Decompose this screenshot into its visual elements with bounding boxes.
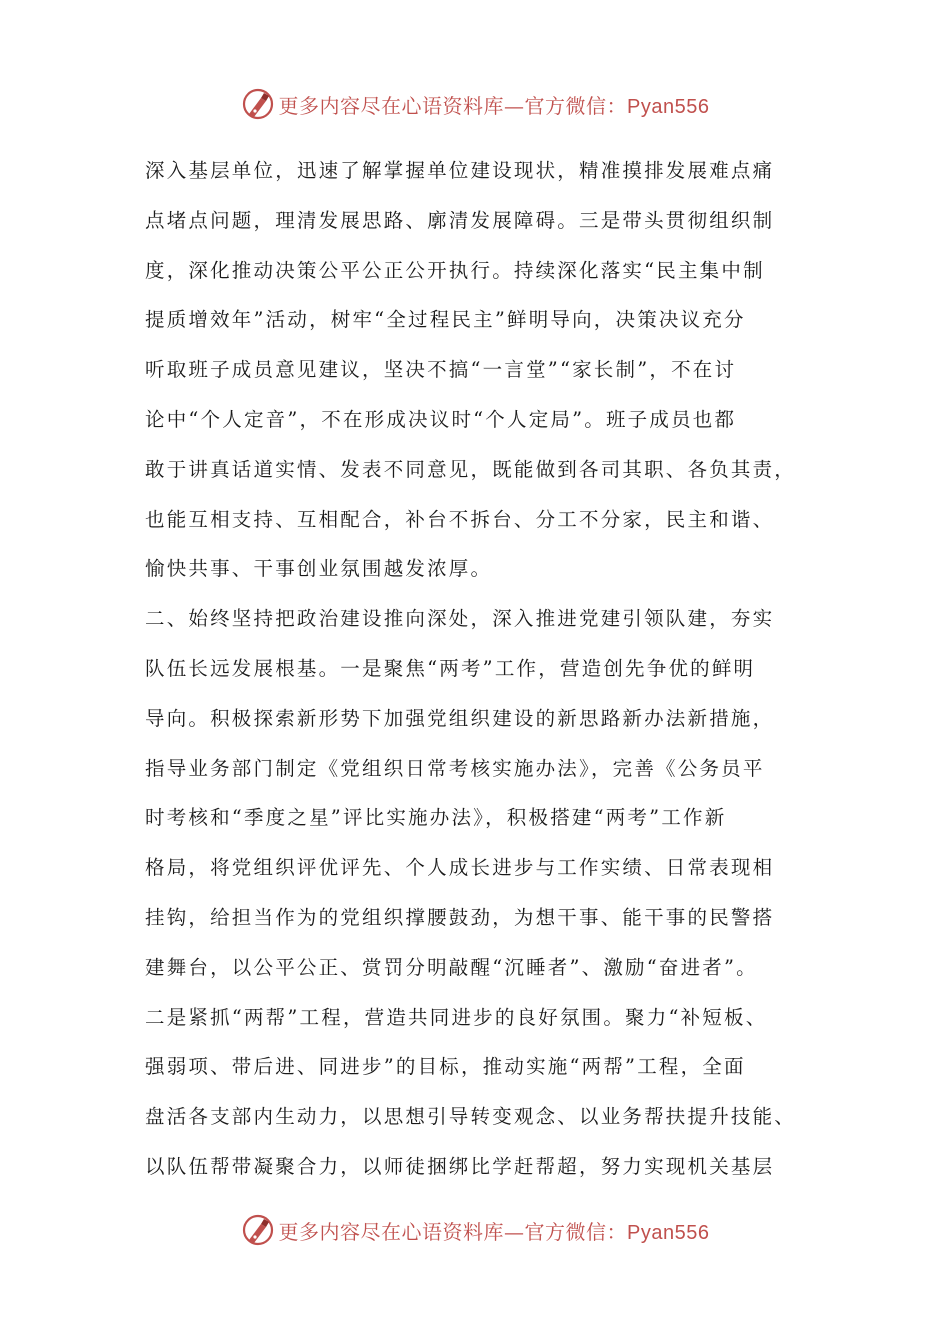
text-line: 二、始终坚持把政治建设推向深处，深入推进党建引领队建，夯实 — [145, 607, 775, 631]
watermark-text: 更多内容尽在心语资料库—官方微信：Pyan556 — [278, 1219, 710, 1244]
text-line: 建舞台，以公平公正、赏罚分明敲醒“沉睡者”、激励“奋进者”。 — [145, 955, 758, 979]
text-line: 指导业务部门制定《党组织日常考核实施办法》，完善《公务员平 — [145, 756, 765, 780]
document-body — [145, 146, 825, 1192]
text-line: 提质增效年”活动，树牢“全过程民主”鲜明导向，决策决议充分 — [145, 308, 746, 332]
text-line: 二是紧抓“两帮”工程，营造共同进步的良好氛围。聚力“补短板、 — [145, 1005, 768, 1029]
pen-nib-logo-icon — [241, 87, 275, 121]
footer-watermark — [0, 1210, 950, 1250]
text-line: 也能互相支持、互相配合，补台不拆台、分工不分家，民主和谐、 — [145, 507, 775, 531]
watermark-text: 更多内容尽在心语资料库—官方微信：Pyan556 — [278, 93, 710, 118]
text-line: 深入基层单位，迅速了解掌握单位建设现状，精准摸排发展难点痛 — [145, 159, 775, 182]
text-line: 听取班子成员意见建议，坚决不搞“一言堂”“家长制”，不在讨 — [145, 358, 737, 382]
text-line: 论中“个人定音”，不在形成决议时“个人定局”。班子成员也都 — [145, 407, 737, 431]
text-line: 度，深化推动决策公平公正公开执行。持续深化落实“民主集中制 — [145, 258, 765, 282]
text-line: 挂钩，给担当作为的党组织撑腰鼓劲，为想干事、能干事的民警搭 — [145, 905, 775, 929]
text-line: 导向。积极探索新形势下加强党组织建设的新思路新办法新措施， — [145, 706, 775, 730]
text-line: 时考核和“季度之星”评比实施办法》，积极搭建“两考”工作新 — [145, 806, 727, 830]
text-line: 点堵点问题，理清发展思路、廓清发展障碍。三是带头贯彻组织制 — [145, 208, 775, 232]
pen-nib-logo-icon — [241, 1213, 275, 1247]
text-line: 盘活各支部内生动力，以思想引导转变观念、以业务帮扶提升技能、 — [145, 1105, 797, 1129]
text-line: 愉快共事、干事创业氛围越发浓厚。 — [145, 557, 493, 581]
text-line: 强弱项、带后进、同进步”的目标，推动实施“两帮”工程，全面 — [145, 1055, 746, 1079]
header-watermark — [0, 84, 950, 124]
text-line: 以队伍帮带凝聚合力，以师徒捆绑比学赶帮超，努力实现机关基层 — [145, 1154, 775, 1178]
text-line: 队伍长远发展根基。一是聚焦“两考”工作，营造创先争优的鲜明 — [145, 656, 756, 680]
text-line: 敢于讲真话道实情、发表不同意见，既能做到各司其职、各负其责， — [145, 457, 797, 481]
text-line: 格局，将党组织评优评先、个人成长进步与工作实绩、日常表现相 — [145, 856, 775, 880]
